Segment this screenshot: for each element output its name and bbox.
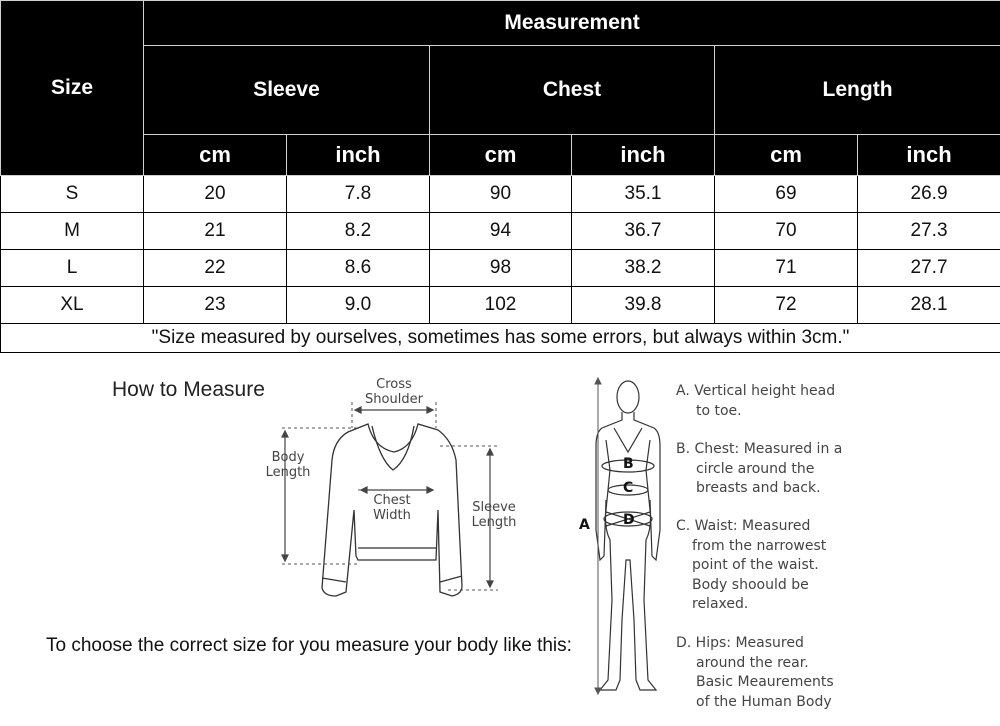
table-cell: 70: [715, 213, 858, 250]
chest-width-label: Chest Width: [373, 493, 411, 523]
body-length-label: Body Length: [265, 450, 311, 480]
table-cell: 7.8: [287, 176, 430, 213]
table-cell: 23: [144, 287, 287, 324]
unit-header: cm: [144, 135, 287, 176]
measure-instruction: To choose the correct size for you measure your body like this:: [46, 635, 572, 656]
size-note: "Size measured by ourselves, sometimes has some errors, but always within 3cm.": [1, 324, 1000, 353]
size-column-header: Size: [1, 1, 144, 176]
table-cell: 72: [715, 287, 858, 324]
size-cell: XL: [1, 287, 144, 324]
table-cell: 27.3: [858, 213, 1000, 250]
table-cell: 90: [430, 176, 572, 213]
table-cell: 21: [144, 213, 287, 250]
length-header: Length: [715, 46, 1000, 135]
unit-header: inch: [858, 135, 1000, 176]
chest-header: Chest: [430, 46, 715, 135]
how-to-measure-title: How to Measure: [112, 378, 265, 401]
description-d: D. Hips: Measured around the rear. Basic Meaurements of the Human Body: [676, 635, 834, 710]
marker-c: C: [623, 480, 634, 496]
marker-d: D: [623, 512, 635, 528]
size-cell: S: [1, 176, 144, 213]
table-cell: 69: [715, 176, 858, 213]
table-cell: 28.1: [858, 287, 1000, 324]
size-cell: L: [1, 250, 144, 287]
description-a: A. Vertical height head to toe.: [676, 383, 836, 419]
table-cell: 9.0: [287, 287, 430, 324]
table-cell: 71: [715, 250, 858, 287]
cross-shoulder-label: Cross Shoulder: [365, 377, 423, 407]
table-cell: 8.6: [287, 250, 430, 287]
table-cell: 26.9: [858, 176, 1000, 213]
size-cell: M: [1, 213, 144, 250]
table-cell: 8.2: [287, 213, 430, 250]
table-cell: 35.1: [572, 176, 715, 213]
table-cell: 20: [144, 176, 287, 213]
unit-header: inch: [572, 135, 715, 176]
unit-header: cm: [430, 135, 572, 176]
description-b: B. Chest: Measured in a circle around the breasts and back.: [676, 441, 843, 496]
table-cell: 102: [430, 287, 572, 324]
table-cell: 38.2: [572, 250, 715, 287]
table-cell: 36.7: [572, 213, 715, 250]
unit-header: inch: [287, 135, 430, 176]
measurement-header: Measurement: [144, 1, 1000, 46]
unit-header: cm: [715, 135, 858, 176]
table-cell: 98: [430, 250, 572, 287]
sleeve-length-label: Sleeve Length: [471, 500, 517, 530]
description-c: C. Waist: Measured from the narrowest point of the waist. Body shoould be relaxed.: [676, 518, 827, 612]
table-cell: 27.7: [858, 250, 1000, 287]
table-cell: 94: [430, 213, 572, 250]
sleeve-header: Sleeve: [144, 46, 430, 135]
marker-a: A: [579, 517, 590, 533]
marker-b: B: [623, 456, 634, 472]
table-cell: 39.8: [572, 287, 715, 324]
table-cell: 22: [144, 250, 287, 287]
